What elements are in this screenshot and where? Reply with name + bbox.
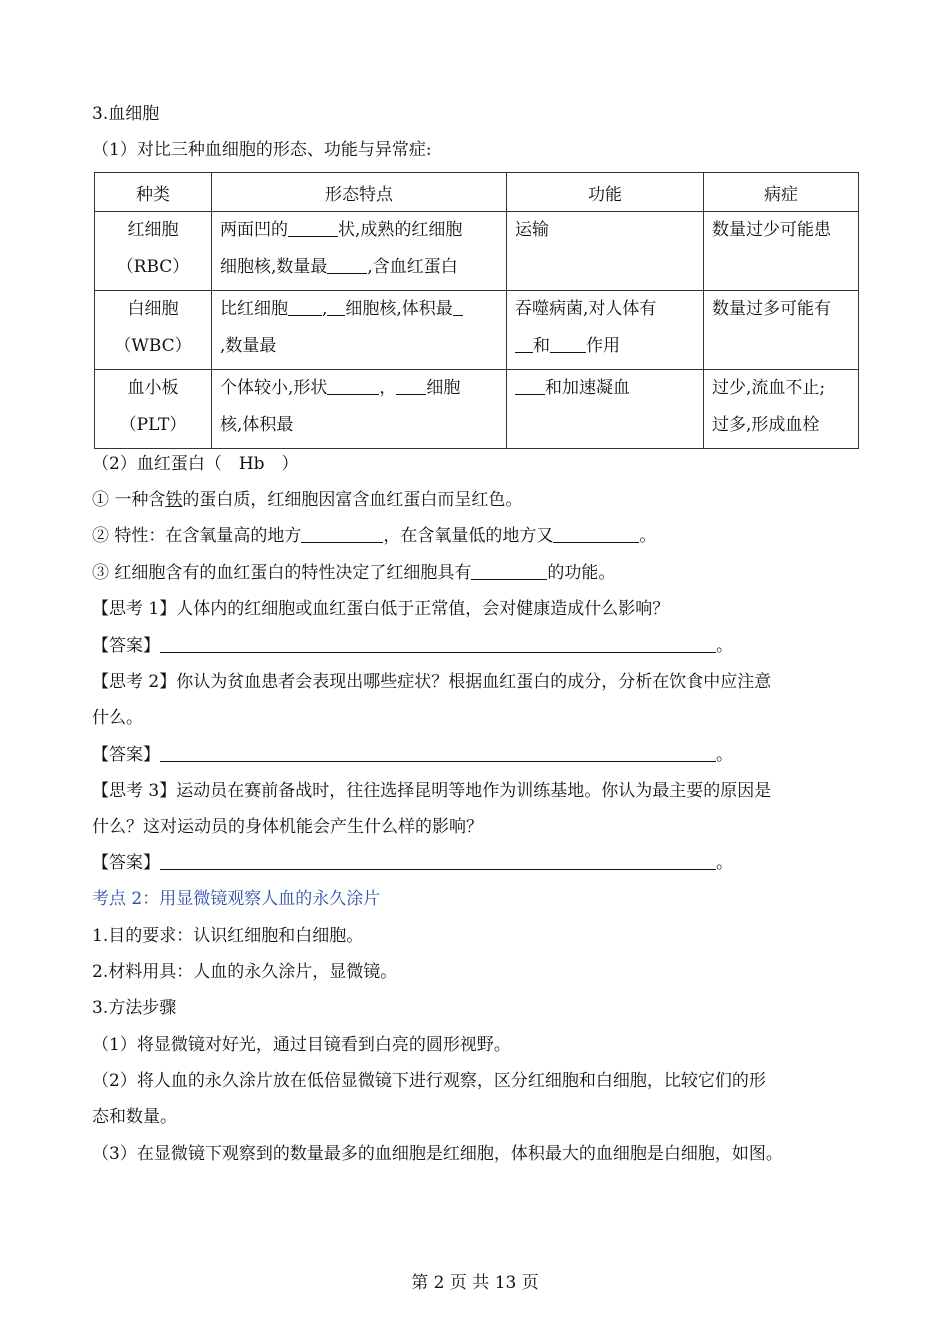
disease-text: 数量过多可能有 — [712, 299, 831, 319]
fill-blank[interactable] — [396, 378, 426, 395]
cell-type — [95, 370, 212, 449]
answer-end: 。 — [716, 745, 733, 765]
underlined-text: 铁 — [165, 490, 183, 510]
morph-text: ,数量最 — [220, 336, 277, 356]
function-text: 作用 — [586, 336, 620, 356]
item-text: 的蛋白质，红细胞因富含血红蛋白而呈红色。 — [182, 490, 523, 510]
morph-text: , — [322, 299, 328, 319]
function-text: 和加速凝血 — [545, 378, 630, 398]
item-text: ，在含氧量低的地方又 — [383, 526, 554, 546]
type-name: 白细胞 — [127, 299, 179, 319]
fill-blank[interactable] — [453, 299, 463, 316]
point-2-heading: 考点 2：用显微镜观察人血的永久涂片 — [92, 889, 381, 909]
answer-line-2 — [92, 745, 733, 765]
type-abbr: （RBC） — [116, 257, 190, 277]
answer-label: 【答案】 — [92, 745, 160, 765]
item-text: ① 一种含 — [92, 490, 166, 510]
table-header: 种类 — [95, 173, 212, 212]
hb-item-3 — [92, 563, 615, 583]
table-header: 病症 — [704, 173, 859, 212]
think-question-2-line-1: 【思考 2】你认为贫血患者会表现出哪些症状？根据血红蛋白的成分，分析在饮食中应注意 — [92, 672, 772, 692]
think-question-2-line-2: 什么。 — [92, 708, 143, 728]
answer-blank[interactable] — [160, 853, 716, 870]
fill-blank[interactable] — [288, 220, 338, 237]
fill-blank[interactable] — [471, 563, 547, 580]
fill-blank[interactable] — [288, 299, 322, 316]
cell-type — [95, 291, 212, 370]
blood-cell-table — [94, 172, 859, 449]
cell-function — [507, 370, 704, 449]
fill-blank[interactable] — [515, 336, 533, 353]
method-heading: 3.方法步骤 — [92, 998, 177, 1018]
answer-label: 【答案】 — [92, 853, 160, 873]
cell-type — [95, 212, 212, 291]
think-question-3-line-2: 什么？这对运动员的身体机能会产生什么样的影响？ — [92, 817, 483, 837]
table-header: 功能 — [507, 173, 704, 212]
function-text: 运输 — [515, 220, 549, 240]
think-question-1: 【思考 1】人体内的红细胞或血红蛋白低于正常值，会对健康造成什么影响？ — [92, 599, 670, 619]
type-name: 血小板 — [127, 378, 179, 398]
answer-blank[interactable] — [160, 745, 716, 762]
fill-blank[interactable] — [327, 378, 379, 395]
type-name: 红细胞 — [127, 220, 179, 240]
morph-text: 细胞 — [426, 378, 461, 398]
answer-line-1 — [92, 636, 733, 656]
cell-morphology — [212, 291, 507, 370]
disease-text: 数量过少可能患 — [712, 220, 831, 240]
fill-blank[interactable] — [553, 526, 639, 543]
answer-blank[interactable] — [160, 636, 716, 653]
cell-morphology — [212, 212, 507, 291]
table-row — [95, 291, 859, 370]
item-text: ③ 红细胞含有的血红蛋白的特性决定了红细胞具有 — [92, 563, 472, 583]
answer-end: 。 — [716, 853, 733, 873]
think-question-3-line-1: 【思考 3】运动员在赛前备战时，往往选择昆明等地作为训练基地。你认为最主要的原因是 — [92, 781, 772, 801]
answer-label: 【答案】 — [92, 636, 160, 656]
page-footer: 第 2 页 共 13 页 — [411, 1273, 539, 1293]
subsection-title-2: （2）血红蛋白（ Hb ） — [92, 454, 299, 474]
section-title: 3.血细胞 — [92, 104, 160, 124]
item-text: 。 — [639, 526, 657, 546]
table-header-row — [95, 173, 859, 212]
step-2-line-2: 态和数量。 — [92, 1107, 177, 1127]
type-abbr: （WBC） — [114, 336, 192, 356]
morph-text: ， — [379, 378, 397, 398]
purpose-line: 1.目的要求：认识红细胞和白细胞。 — [92, 926, 364, 946]
morph-text: ,含血红蛋白 — [367, 257, 458, 277]
item-text: 的功能。 — [547, 563, 616, 583]
table-header: 形态特点 — [212, 173, 507, 212]
materials-line: 2.材料用具：人血的永久涂片，显微镜。 — [92, 962, 398, 982]
cell-function — [507, 212, 704, 291]
answer-line-3 — [92, 853, 733, 873]
table-row — [95, 212, 859, 291]
morph-text: 细胞核,体积最 — [345, 299, 453, 319]
morph-text: 比红细胞 — [220, 299, 288, 319]
fill-blank[interactable] — [327, 299, 345, 316]
fill-blank[interactable] — [327, 257, 367, 274]
subsection-title-1: （1）对比三种血细胞的形态、功能与异常症: — [92, 140, 432, 160]
hb-item-1 — [92, 490, 522, 510]
hb-item-2 — [92, 526, 656, 546]
morph-text: 细胞核,数量最 — [220, 257, 328, 277]
cell-morphology — [212, 370, 507, 449]
fill-blank[interactable] — [550, 336, 586, 353]
morph-text: 核,体积最 — [220, 415, 294, 435]
step-2-line-1: （2）将人血的永久涂片放在低倍显微镜下进行观察，区分红细胞和白细胞，比较它们的形 — [92, 1071, 766, 1091]
step-3: （3）在显微镜下观察到的数量最多的血细胞是红细胞，体积最大的血细胞是白细胞，如图。 — [92, 1144, 783, 1164]
step-1: （1）将显微镜对好光，通过目镜看到白亮的圆形视野。 — [92, 1035, 511, 1055]
function-text: 和 — [533, 336, 550, 356]
table-row — [95, 370, 859, 449]
disease-text: 过多,形成血栓 — [712, 415, 820, 435]
morph-text: 状,成熟的红细胞 — [338, 220, 463, 240]
cell-function — [507, 291, 704, 370]
cell-disease — [704, 370, 859, 449]
morph-text: 两面凹的 — [220, 220, 288, 240]
disease-text: 过少,流血不止; — [712, 378, 826, 398]
answer-end: 。 — [716, 636, 733, 656]
function-text: 吞噬病菌,对人体有 — [515, 299, 657, 319]
morph-text: 个体较小,形状 — [220, 378, 328, 398]
cell-disease — [704, 291, 859, 370]
fill-blank[interactable] — [301, 526, 383, 543]
item-text: ② 特性：在含氧量高的地方 — [92, 526, 302, 546]
type-abbr: （PLT） — [119, 415, 187, 435]
cell-disease — [704, 212, 859, 291]
fill-blank[interactable] — [515, 378, 545, 395]
